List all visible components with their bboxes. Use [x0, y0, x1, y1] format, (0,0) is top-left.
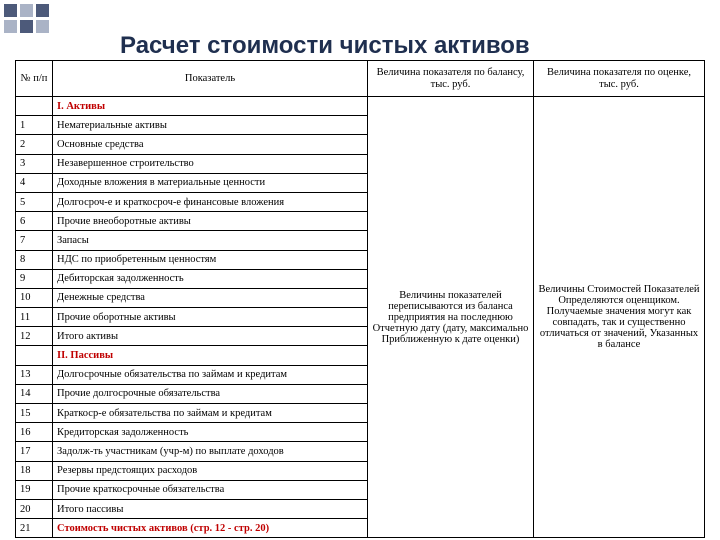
row-number: 21 — [16, 519, 53, 538]
row-number: 18 — [16, 461, 53, 480]
row-label: Запасы — [53, 231, 368, 250]
row-number: 8 — [16, 250, 53, 269]
row-number: 20 — [16, 499, 53, 518]
row-number: 6 — [16, 212, 53, 231]
row-label: Итого пассивы — [53, 499, 368, 518]
row-number: 5 — [16, 192, 53, 211]
header-estimate: Величина показателя по оценке, тыс. руб. — [534, 61, 705, 97]
row-number: 11 — [16, 308, 53, 327]
row-label: Стоимость чистых активов (стр. 12 - стр. 20) — [53, 519, 368, 538]
header-num: № п/п — [16, 61, 53, 97]
row-label: Нематериальные активы — [53, 116, 368, 135]
row-number: 15 — [16, 404, 53, 423]
section-title: I. Активы — [53, 97, 368, 116]
row-number: 1 — [16, 116, 53, 135]
row-label: Прочие внеоборотные активы — [53, 212, 368, 231]
section-row — [16, 97, 705, 116]
row-label: Резервы предстоящих расходов — [53, 461, 368, 480]
decorative-squares — [0, 0, 60, 45]
estimate-note: Величины Стоимостей Показателей Определяются оценщиком. Получаемые значения могут как совпадать, так и существенно отличаться от значений, Указанных в балансе — [534, 97, 705, 538]
row-label: Долгосроч-е и краткосроч-е финансовые вложения — [53, 192, 368, 211]
row-label: Итого активы — [53, 327, 368, 346]
header-balance: Величина показателя по балансу, тыс. руб. — [368, 61, 534, 97]
decor-square — [36, 20, 49, 33]
decor-square — [4, 20, 17, 33]
row-label: НДС по приобретенным ценностям — [53, 250, 368, 269]
row-number: 14 — [16, 384, 53, 403]
row-label: Дебиторская задолженность — [53, 269, 368, 288]
decor-square — [4, 4, 17, 17]
row-label: Незавершенное строительство — [53, 154, 368, 173]
row-label: Прочие оборотные активы — [53, 308, 368, 327]
section-title: II. Пассивы — [53, 346, 368, 365]
section-num-cell — [16, 346, 53, 365]
row-label: Долгосрочные обязательства по займам и кредитам — [53, 365, 368, 384]
row-number: 9 — [16, 269, 53, 288]
decor-square — [36, 4, 49, 17]
row-number: 2 — [16, 135, 53, 154]
row-number: 10 — [16, 288, 53, 307]
balance-note: Величины показателей переписываются из баланса предприятия на последнюю Отчетную дату (дату, максимально Приближенную к дате оценки) — [368, 97, 534, 538]
decor-square — [20, 20, 33, 33]
row-number: 16 — [16, 423, 53, 442]
row-label: Основные средства — [53, 135, 368, 154]
row-label: Прочие долгосрочные обязательства — [53, 384, 368, 403]
page-title: Расчет стоимости чистых активов — [120, 32, 530, 59]
row-label: Краткоср-е обязательства по займам и кредитам — [53, 404, 368, 423]
row-number: 3 — [16, 154, 53, 173]
row-number: 19 — [16, 480, 53, 499]
table-header-row — [16, 61, 705, 97]
row-number: 13 — [16, 365, 53, 384]
decor-square — [20, 4, 33, 17]
section-num-cell — [16, 97, 53, 116]
row-number: 17 — [16, 442, 53, 461]
row-label: Денежные средства — [53, 288, 368, 307]
row-label: Задолж-ть участникам (учр-м) по выплате доходов — [53, 442, 368, 461]
row-number: 4 — [16, 173, 53, 192]
row-label: Кредиторская задолженность — [53, 423, 368, 442]
header-indicator: Показатель — [53, 61, 368, 97]
row-number: 12 — [16, 327, 53, 346]
row-label: Прочие краткосрочные обязательства — [53, 480, 368, 499]
row-label: Доходные вложения в материальные ценности — [53, 173, 368, 192]
row-number: 7 — [16, 231, 53, 250]
net-assets-table — [15, 60, 705, 538]
